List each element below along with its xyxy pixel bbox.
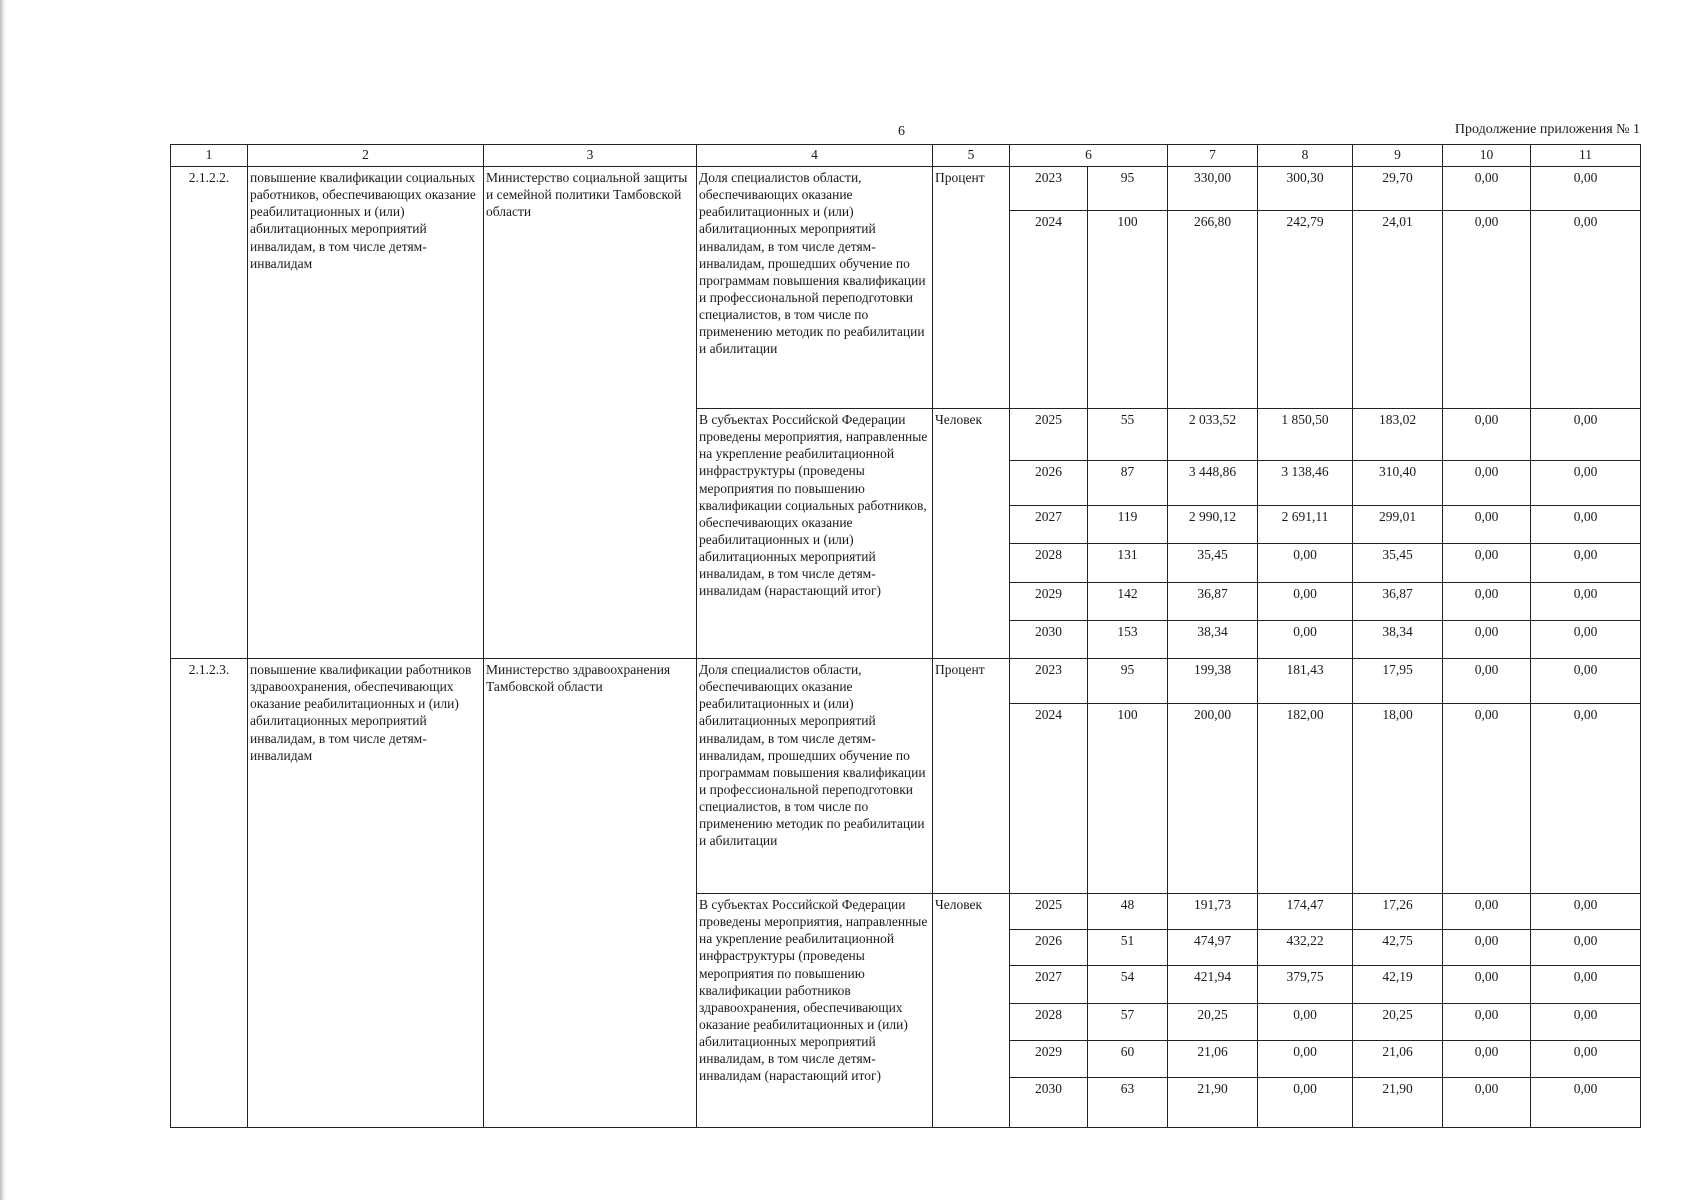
year-cell: 2030 (1010, 1078, 1088, 1128)
col10-cell: 0,00 (1443, 506, 1531, 544)
col10-cell: 0,00 (1443, 211, 1531, 409)
column-header: 11 (1531, 145, 1641, 167)
total-cell: 36,87 (1168, 583, 1258, 621)
regional-cell: 29,70 (1353, 167, 1443, 211)
total-cell: 2 990,12 (1168, 506, 1258, 544)
measure-code: 2.1.2.3. (171, 659, 248, 1128)
total-cell: 474,97 (1168, 930, 1258, 966)
regional-cell: 17,95 (1353, 659, 1443, 704)
value-cell: 60 (1088, 1041, 1168, 1078)
value-cell: 100 (1088, 211, 1168, 409)
federal-cell: 242,79 (1258, 211, 1353, 409)
col10-cell: 0,00 (1443, 544, 1531, 583)
col11-cell: 0,00 (1531, 211, 1641, 409)
column-header: 8 (1258, 145, 1353, 167)
value-cell: 142 (1088, 583, 1168, 621)
col11-cell: 0,00 (1531, 1004, 1641, 1041)
federal-cell: 379,75 (1258, 966, 1353, 1004)
year-cell: 2029 (1010, 1041, 1088, 1078)
total-cell: 266,80 (1168, 211, 1258, 409)
year-cell: 2027 (1010, 506, 1088, 544)
regional-cell: 24,01 (1353, 211, 1443, 409)
column-header: 9 (1353, 145, 1443, 167)
regional-cell: 35,45 (1353, 544, 1443, 583)
measure-name: повышение квалификации работников здравоохранения, обеспечивающих оказание реабилитационных и (или) абилитационных мероприятий инвалидам, в том числе детям-инвалидам (248, 659, 484, 1128)
year-cell: 2030 (1010, 621, 1088, 659)
value-cell: 48 (1088, 894, 1168, 930)
total-cell: 35,45 (1168, 544, 1258, 583)
col10-cell: 0,00 (1443, 659, 1531, 704)
federal-cell: 432,22 (1258, 930, 1353, 966)
regional-cell: 183,02 (1353, 409, 1443, 461)
federal-cell: 2 691,11 (1258, 506, 1353, 544)
table-row (171, 167, 1641, 211)
measure-code: 2.1.2.2. (171, 167, 248, 659)
total-cell: 21,06 (1168, 1041, 1258, 1078)
indicator-unit: Процент (933, 167, 1010, 409)
federal-cell: 0,00 (1258, 544, 1353, 583)
col11-cell: 0,00 (1531, 461, 1641, 506)
col10-cell: 0,00 (1443, 930, 1531, 966)
indicator-name: В субъектах Российской Федерации проведены мероприятия, направленные на укрепление реабилитационной инфраструктуры (проведены мероприятия по повышению квалификации социальных работников, обеспечивающих оказание реабилитационных и (или) абилитационных мероприятий инвалидам, в том числе детям-инвалидам (нарастающий итог) (697, 409, 933, 659)
year-cell: 2026 (1010, 930, 1088, 966)
col11-cell: 0,00 (1531, 894, 1641, 930)
value-cell: 153 (1088, 621, 1168, 659)
col11-cell: 0,00 (1531, 621, 1641, 659)
value-cell: 51 (1088, 930, 1168, 966)
year-cell: 2023 (1010, 167, 1088, 211)
regional-cell: 38,34 (1353, 621, 1443, 659)
federal-cell: 1 850,50 (1258, 409, 1353, 461)
column-header: 2 (248, 145, 484, 167)
regional-cell: 42,19 (1353, 966, 1443, 1004)
regional-cell: 36,87 (1353, 583, 1443, 621)
col11-cell: 0,00 (1531, 1041, 1641, 1078)
federal-cell: 182,00 (1258, 704, 1353, 894)
federal-cell: 0,00 (1258, 621, 1353, 659)
col11-cell: 0,00 (1531, 506, 1641, 544)
regional-cell: 17,26 (1353, 894, 1443, 930)
col11-cell: 0,00 (1531, 167, 1641, 211)
appendix-table (170, 144, 1641, 1128)
scan-edge-shadow (0, 0, 6, 1200)
col10-cell: 0,00 (1443, 1004, 1531, 1041)
regional-cell: 21,90 (1353, 1078, 1443, 1128)
total-cell: 21,90 (1168, 1078, 1258, 1128)
table-row (171, 659, 1641, 704)
federal-cell: 0,00 (1258, 1041, 1353, 1078)
federal-cell: 3 138,46 (1258, 461, 1353, 506)
col10-cell: 0,00 (1443, 1041, 1531, 1078)
col11-cell: 0,00 (1531, 1078, 1641, 1128)
regional-cell: 20,25 (1353, 1004, 1443, 1041)
column-header: 3 (484, 145, 697, 167)
col11-cell: 0,00 (1531, 583, 1641, 621)
value-cell: 100 (1088, 704, 1168, 894)
col10-cell: 0,00 (1443, 894, 1531, 930)
year-cell: 2027 (1010, 966, 1088, 1004)
year-cell: 2024 (1010, 211, 1088, 409)
value-cell: 63 (1088, 1078, 1168, 1128)
col10-cell: 0,00 (1443, 583, 1531, 621)
total-cell: 20,25 (1168, 1004, 1258, 1041)
indicator-name: Доля специалистов области, обеспечивающих оказание реабилитационных и (или) абилитационных мероприятий инвалидам, в том числе детям-инвалидам, прошедших обучение по программам повышения квалификации и профессиональной переподготовки специалистов, в том числе по применению методик по реабилитации и абилитации (697, 659, 933, 894)
year-cell: 2025 (1010, 894, 1088, 930)
value-cell: 87 (1088, 461, 1168, 506)
indicator-unit: Человек (933, 409, 1010, 659)
total-cell: 191,73 (1168, 894, 1258, 930)
total-cell: 200,00 (1168, 704, 1258, 894)
indicator-unit: Процент (933, 659, 1010, 894)
indicator-name: Доля специалистов области, обеспечивающих оказание реабилитационных и (или) абилитационных мероприятий инвалидам, в том числе детям-инвалидам, прошедших обучение по программам повышения квалификации и профессиональной переподготовки специалистов, в том числе по применению методик по реабилитации и абилитации (697, 167, 933, 409)
year-cell: 2028 (1010, 1004, 1088, 1041)
column-header: 7 (1168, 145, 1258, 167)
regional-cell: 21,06 (1353, 1041, 1443, 1078)
federal-cell: 181,43 (1258, 659, 1353, 704)
regional-cell: 18,00 (1353, 704, 1443, 894)
value-cell: 54 (1088, 966, 1168, 1004)
total-cell: 38,34 (1168, 621, 1258, 659)
year-cell: 2028 (1010, 544, 1088, 583)
total-cell: 330,00 (1168, 167, 1258, 211)
federal-cell: 300,30 (1258, 167, 1353, 211)
year-cell: 2029 (1010, 583, 1088, 621)
col10-cell: 0,00 (1443, 704, 1531, 894)
column-header: 5 (933, 145, 1010, 167)
value-cell: 55 (1088, 409, 1168, 461)
column-number-row (171, 145, 1641, 167)
col10-cell: 0,00 (1443, 409, 1531, 461)
federal-cell: 0,00 (1258, 1078, 1353, 1128)
year-cell: 2024 (1010, 704, 1088, 894)
regional-cell: 42,75 (1353, 930, 1443, 966)
col11-cell: 0,00 (1531, 930, 1641, 966)
executor-name: Министерство социальной защиты и семейной политики Тамбовской области (484, 167, 697, 659)
col10-cell: 0,00 (1443, 1078, 1531, 1128)
column-header: 6 (1010, 145, 1168, 167)
page-number: 6 (898, 124, 905, 139)
value-cell: 95 (1088, 659, 1168, 704)
measure-name: повышение квалификации социальных работников, обеспечивающих оказание реабилитационных и (или) абилитационных мероприятий инвалидам, в том числе детям-инвалидам (248, 167, 484, 659)
federal-cell: 0,00 (1258, 583, 1353, 621)
year-cell: 2026 (1010, 461, 1088, 506)
regional-cell: 299,01 (1353, 506, 1443, 544)
value-cell: 119 (1088, 506, 1168, 544)
federal-cell: 0,00 (1258, 1004, 1353, 1041)
column-header: 4 (697, 145, 933, 167)
value-cell: 57 (1088, 1004, 1168, 1041)
col10-cell: 0,00 (1443, 621, 1531, 659)
col11-cell: 0,00 (1531, 659, 1641, 704)
col11-cell: 0,00 (1531, 704, 1641, 894)
year-cell: 2025 (1010, 409, 1088, 461)
executor-name: Министерство здравоохранения Тамбовской области (484, 659, 697, 1128)
col11-cell: 0,00 (1531, 966, 1641, 1004)
appendix-continuation-note: Продолжение приложения № 1 (1454, 122, 1640, 137)
total-cell: 421,94 (1168, 966, 1258, 1004)
col10-cell: 0,00 (1443, 966, 1531, 1004)
federal-cell: 174,47 (1258, 894, 1353, 930)
year-cell: 2023 (1010, 659, 1088, 704)
col11-cell: 0,00 (1531, 544, 1641, 583)
col11-cell: 0,00 (1531, 409, 1641, 461)
indicator-unit: Человек (933, 894, 1010, 1128)
value-cell: 95 (1088, 167, 1168, 211)
column-header: 10 (1443, 145, 1531, 167)
value-cell: 131 (1088, 544, 1168, 583)
total-cell: 199,38 (1168, 659, 1258, 704)
total-cell: 3 448,86 (1168, 461, 1258, 506)
column-header: 1 (171, 145, 248, 167)
total-cell: 2 033,52 (1168, 409, 1258, 461)
regional-cell: 310,40 (1353, 461, 1443, 506)
col10-cell: 0,00 (1443, 167, 1531, 211)
indicator-name: В субъектах Российской Федерации проведены мероприятия, направленные на укрепление реабилитационной инфраструктуры (проведены мероприятия по повышению квалификации работников здравоохранения, обеспечивающих оказание реабилитационных и (или) абилитационных мероприятий инвалидам, в том числе детям-инвалидам (нарастающий итог) (697, 894, 933, 1128)
col10-cell: 0,00 (1443, 461, 1531, 506)
